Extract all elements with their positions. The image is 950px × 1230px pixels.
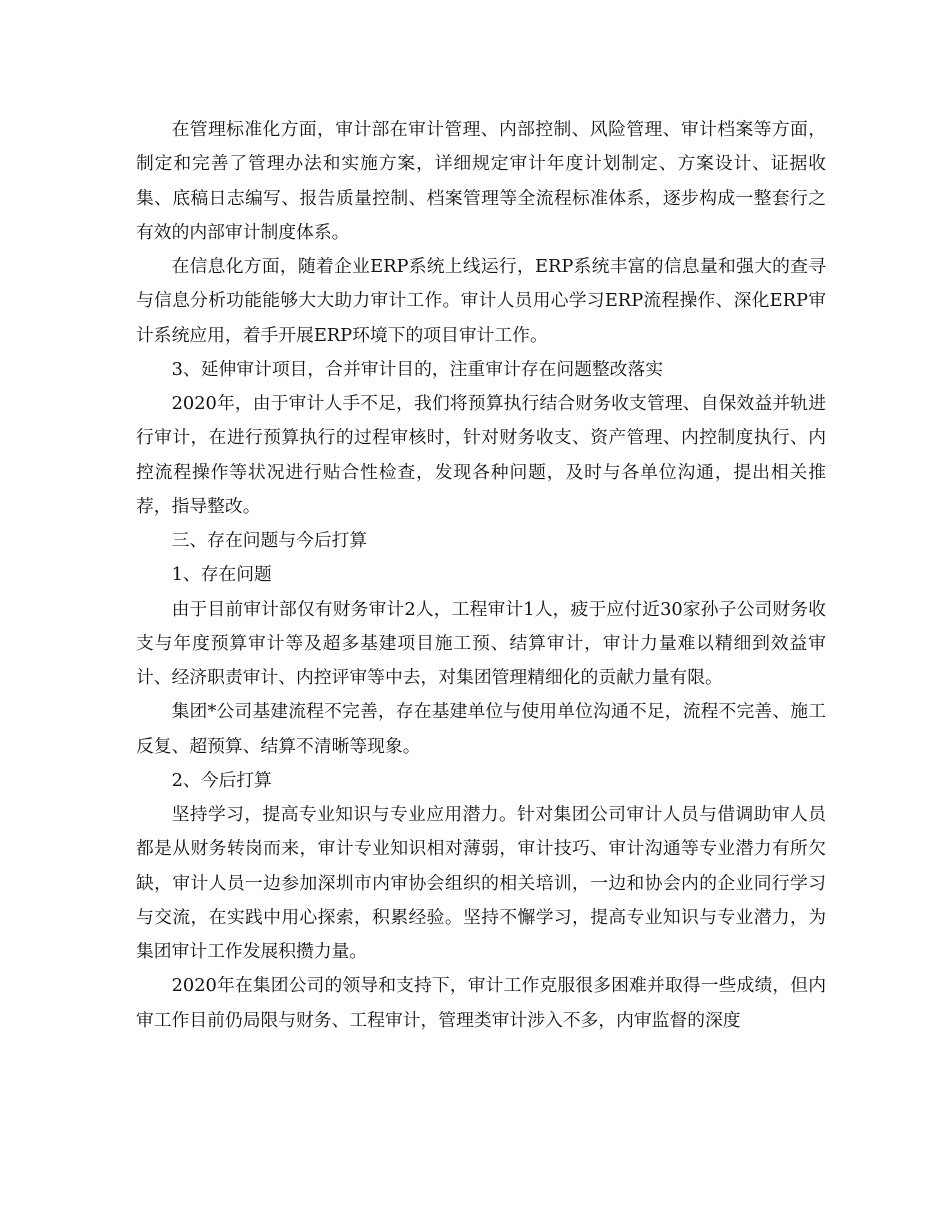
section-heading-problems-plans: 三、存在问题与今后打算 [171, 530, 368, 551]
paragraph-staff-shortage: 由于目前审计部仅有财务审计2人，工程审计1人，疲于应付近30家孙子公司财务收支与年度预算审计等及超多基建项目施工预、结算审计，审计力量难以精细到效益审计、经济职责审计、内控评审等中去，对集团管理精细化的贡献力量有限。 [136, 598, 826, 688]
paragraph-keep-learning: 坚持学习，提高专业知识与专业应用潜力。针对集团公司审计人员与借调助审人员都是从财务转岗而来，审计专业知识相对薄弱，审计技巧、审计沟通等专业潜力有所欠缺，审计人员一边参加深圳市内审协会组织的相关培训，一边和协会内的企业同行学习与交流，在实践中用心探索，积累经验。坚持不懈学习，提高专业知识与专业潜力，为集团审计工作发展积攒力量。 [136, 804, 826, 962]
paragraph-informatization: 在信息化方面，随着企业ERP系统上线运行，ERP系统丰富的信息量和强大的查寻与信息分析功能能够大大助力审计工作。审计人员用心学习ERP流程操作、深化ERP审计系统应用，着手开展ERP环境下的项目审计工作。 [136, 256, 826, 346]
paragraph-construction-process: 集团*公司基建流程不完善，存在基建单位与使用单位沟通不足，流程不完善、施工反复、超预算、结算不清晰等现象。 [136, 701, 826, 757]
subheading-problems: 1、存在问题 [171, 564, 272, 586]
paragraph-standardization: 在管理标准化方面，审计部在审计管理、内部控制、风险管理、审计档案等方面，制定和完善了管理办法和实施方案，详细规定审计年度计划制定、方案设计、证据收集、底稿日志编写、报告质量控制、档案管理等全流程标准体系，逐步构成一整套行之有效的内部审计制度体系。 [136, 119, 826, 243]
subheading-future-plans: 2、今后打算 [171, 769, 272, 791]
subheading-extend-audit: 3、延伸审计项目，合并审计目的，注重审计存在问题整改落实 [171, 358, 664, 380]
paragraph-2020-summary: 2020年在集团公司的领导和支持下，审计工作克服很多困难并取得一些成绩，但内审工作目前仍局限与财务、工程审计，管理类审计涉入不多，内审监督的深度 [136, 975, 826, 1031]
paragraph-2020-audit: 2020年，由于审计人手不足，我们将预算执行结合财务收支管理、自保效益并轨进行审计，在进行预算执行的过程审核时，针对财务收支、资产管理、内控制度执行、内控流程操作等状况进行贴合性检查，发现各种问题，及时与各单位沟通，提出相关推荐，指导整改。 [136, 393, 826, 517]
document-body [136, 113, 826, 1038]
